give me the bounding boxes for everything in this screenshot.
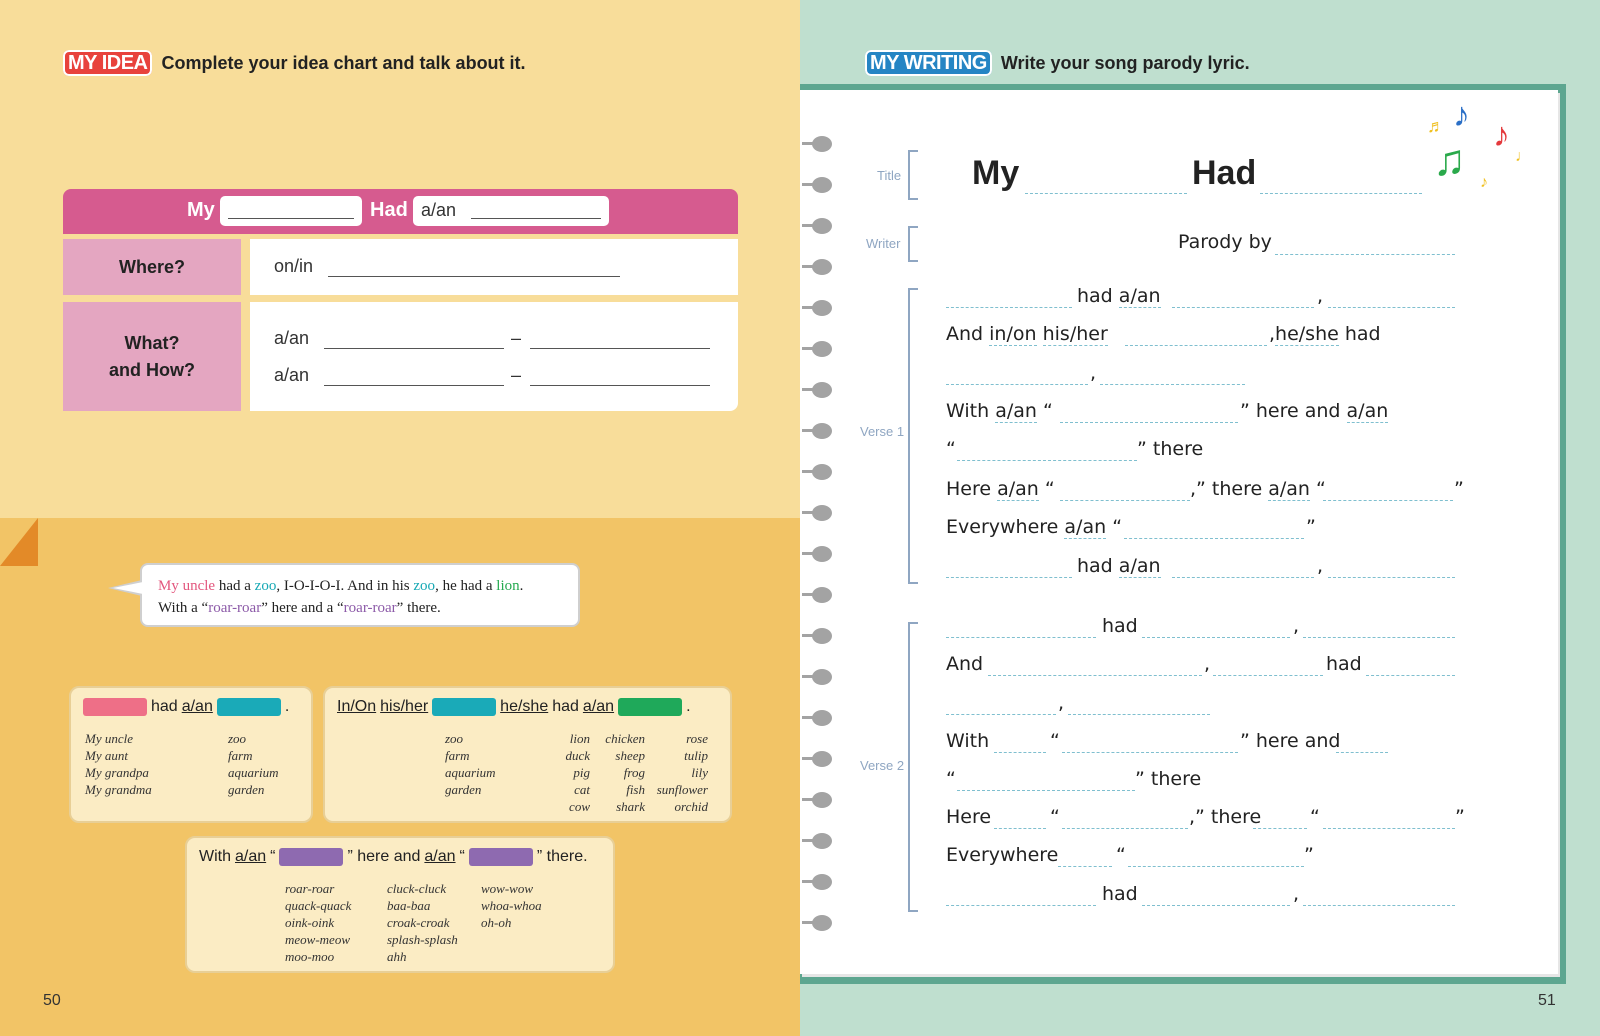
v2-l4-open: “ bbox=[1050, 730, 1060, 752]
word-box-places-things bbox=[323, 686, 732, 823]
word-item: baa-baa bbox=[387, 898, 431, 913]
box1-period: . bbox=[284, 698, 290, 715]
v2-l1-input-3[interactable] bbox=[1303, 637, 1455, 638]
v2-l6-input-4[interactable] bbox=[1323, 828, 1455, 829]
box2-animals-list-2 bbox=[595, 730, 645, 815]
bubble-sound: roar-roar bbox=[343, 600, 397, 616]
chart-my-label: My bbox=[187, 199, 215, 221]
word-item: cat bbox=[574, 782, 590, 797]
v2-l7-input-1[interactable] bbox=[1058, 866, 1112, 867]
v1-l8-had: had a/an bbox=[1077, 555, 1161, 577]
box3-quote-open: “ bbox=[459, 848, 465, 865]
box2-period: . bbox=[686, 698, 691, 715]
bubble-person: My uncle bbox=[158, 578, 216, 594]
v1-l5-there: ” there bbox=[1137, 438, 1204, 460]
v2-l7-every: Everywhere bbox=[946, 844, 1059, 866]
word-item: ahh bbox=[387, 949, 407, 964]
box3-sounds-list-1 bbox=[285, 880, 351, 965]
v2-l1-input-2[interactable] bbox=[1142, 637, 1290, 638]
box1-pattern bbox=[83, 698, 289, 716]
v2-l4-here-and: ” here and bbox=[1240, 730, 1341, 752]
v2-l7-open: “ bbox=[1116, 844, 1126, 866]
v1-l1-input-3[interactable] bbox=[1328, 307, 1455, 308]
page-fold-corner bbox=[0, 518, 38, 566]
word-item: farm bbox=[228, 748, 253, 763]
box3-pattern bbox=[199, 848, 588, 866]
word-item: moo-moo bbox=[285, 949, 335, 964]
box1-places-list bbox=[228, 730, 279, 798]
v2-l8-had: had bbox=[1102, 883, 1138, 905]
v1-l1-input-2[interactable] bbox=[1172, 307, 1314, 308]
bubble-place: zoo bbox=[413, 578, 436, 594]
my-idea-heading bbox=[63, 50, 526, 76]
v1-l6-input-1[interactable] bbox=[1060, 500, 1190, 501]
dash-2: – bbox=[511, 365, 522, 385]
green-chip bbox=[618, 698, 682, 716]
word-item: fish bbox=[626, 782, 645, 797]
what-how-cell bbox=[250, 302, 738, 411]
purple-chip bbox=[469, 848, 533, 866]
v2-l3-input-2[interactable] bbox=[1068, 714, 1210, 715]
v2-l4-with: With bbox=[946, 730, 990, 752]
v2-l5-there: ” there bbox=[1135, 768, 1202, 790]
word-item: aquarium bbox=[445, 765, 496, 780]
v2-l8-input-2[interactable] bbox=[1142, 905, 1290, 906]
word-item: garden bbox=[228, 782, 265, 797]
word-item: sunflower bbox=[656, 782, 708, 797]
chart-had-input[interactable] bbox=[413, 196, 609, 226]
title-bracket bbox=[908, 150, 918, 200]
v2-l8-input-1[interactable] bbox=[946, 905, 1096, 906]
v1-l5-input-1[interactable] bbox=[957, 460, 1137, 461]
my-idea-instruction: Complete your idea chart and talk about it. bbox=[161, 52, 526, 73]
v2-l1-had: had bbox=[1102, 615, 1138, 637]
word-item: sheep bbox=[615, 748, 645, 763]
box3-sounds-list-2 bbox=[387, 880, 458, 965]
bubble-line-1 bbox=[158, 575, 562, 597]
v1-l1-input-1[interactable] bbox=[946, 307, 1072, 308]
v1-l7-close: ” bbox=[1306, 516, 1316, 538]
verse2-bracket bbox=[908, 622, 918, 912]
v1-l6-input-2[interactable] bbox=[1323, 500, 1453, 501]
bubble-text: ” here and a “ bbox=[261, 600, 344, 616]
v1-l6-here: Here a/an “ bbox=[946, 478, 1055, 500]
v1-l6-close: ” bbox=[1454, 478, 1464, 500]
box2-aan: a/an bbox=[582, 698, 615, 715]
example-speech-bubble bbox=[140, 563, 580, 627]
verse1-bracket bbox=[908, 288, 918, 584]
v1-l8-input-3[interactable] bbox=[1328, 577, 1455, 578]
box3-end: ” there. bbox=[536, 848, 588, 865]
word-item: My uncle bbox=[85, 731, 134, 746]
v2-l2-input-1[interactable] bbox=[988, 675, 1202, 676]
v1-l8-comma: , bbox=[1317, 555, 1324, 577]
parody-by-label: Parody by bbox=[1178, 231, 1272, 253]
box2-heshe: he/she bbox=[500, 698, 549, 715]
v1-l3-input-2[interactable] bbox=[1100, 384, 1245, 385]
v1-l8-input-1[interactable] bbox=[946, 577, 1072, 578]
v1-l2-and: And in/on his/her bbox=[946, 323, 1108, 345]
dash-1: – bbox=[511, 328, 522, 348]
v2-l3-comma: , bbox=[1058, 692, 1065, 714]
bubble-place: zoo bbox=[254, 578, 277, 594]
my-writing-heading bbox=[865, 50, 1250, 76]
where-cell bbox=[250, 239, 738, 295]
v2-l5-input-1[interactable] bbox=[957, 790, 1135, 791]
word-item: shark bbox=[616, 799, 645, 814]
title-input-1[interactable] bbox=[1025, 193, 1187, 194]
word-item: duck bbox=[565, 748, 590, 763]
title-input-2[interactable] bbox=[1260, 193, 1422, 194]
word-item: zoo bbox=[445, 731, 464, 746]
word-item: rose bbox=[686, 731, 708, 746]
box2-animals-list-1 bbox=[555, 730, 590, 815]
v1-l4-here: ” here and a/an bbox=[1240, 400, 1389, 422]
bubble-animal: lion bbox=[496, 578, 520, 594]
page-number-right: 51 bbox=[1538, 992, 1556, 1009]
v2-l7-close: ” bbox=[1304, 844, 1314, 866]
v1-l2-input-1[interactable] bbox=[1125, 345, 1267, 346]
v2-l6-there: ,” there bbox=[1189, 806, 1262, 828]
my-writing-badge: MY WRITING bbox=[865, 50, 992, 76]
what-input-1[interactable] bbox=[324, 348, 504, 349]
v2-l5-open: “ bbox=[946, 768, 956, 790]
box3-quote-open: “ bbox=[270, 848, 276, 865]
v2-l6-input-3[interactable] bbox=[1253, 828, 1307, 829]
v1-l1-comma: , bbox=[1317, 285, 1324, 307]
word-box-sounds bbox=[185, 836, 615, 973]
verse1-label: Verse 1 bbox=[860, 424, 905, 439]
chart-my-input[interactable] bbox=[220, 196, 362, 226]
pink-chip bbox=[83, 698, 147, 716]
spiral-binding bbox=[812, 136, 842, 936]
where-input[interactable] bbox=[328, 276, 620, 277]
word-item: lion bbox=[569, 731, 590, 746]
how-input-1[interactable] bbox=[530, 348, 710, 349]
chart-had-label: Had bbox=[370, 199, 408, 221]
box2-hisher: his/her bbox=[380, 698, 429, 715]
what-prefix-2: a/an bbox=[274, 365, 310, 385]
v1-l2-heshe: ,he/she had bbox=[1269, 323, 1381, 345]
word-item: wow-wow bbox=[481, 881, 534, 896]
word-item: croak-croak bbox=[387, 915, 450, 930]
box3-with: With bbox=[199, 848, 231, 865]
bubble-text: , I-O-I-O-I. And in his bbox=[276, 578, 414, 594]
v1-l8-input-2[interactable] bbox=[1172, 577, 1314, 578]
box2-flowers-list bbox=[650, 730, 708, 815]
v2-l6-close: ” bbox=[1455, 806, 1465, 828]
title-label: Title bbox=[877, 168, 902, 183]
box3-mid: ” here and bbox=[347, 848, 421, 865]
bubble-text: had a bbox=[215, 578, 255, 594]
word-item: zoo bbox=[228, 731, 247, 746]
v1-l4-input-1[interactable] bbox=[1060, 422, 1238, 423]
word-box-people-places bbox=[69, 686, 313, 823]
v1-l6-there: ,” there a/an “ bbox=[1190, 478, 1326, 500]
my-writing-instruction: Write your song parody lyric. bbox=[1000, 52, 1250, 73]
bubble-text: ” there. bbox=[396, 600, 441, 616]
bubble-text: , he had a bbox=[435, 578, 497, 594]
v2-l2-input-3[interactable] bbox=[1366, 675, 1455, 676]
word-item: My grandpa bbox=[85, 765, 149, 780]
teal-chip bbox=[432, 698, 496, 716]
v2-l8-comma: , bbox=[1293, 883, 1300, 905]
word-item: tulip bbox=[684, 748, 708, 763]
v1-l7-input-1[interactable] bbox=[1124, 538, 1304, 539]
v2-l4-input-3[interactable] bbox=[1336, 752, 1388, 753]
v2-l2-input-2[interactable] bbox=[1213, 675, 1323, 676]
box1-aan: a/an bbox=[181, 698, 213, 715]
writer-label: Writer bbox=[866, 236, 901, 251]
word-item: oink-oink bbox=[285, 915, 335, 930]
word-item: cluck-cluck bbox=[387, 881, 447, 896]
v1-l3-input-1[interactable] bbox=[946, 384, 1088, 385]
v2-l1-input-1[interactable] bbox=[946, 637, 1096, 638]
word-item: lily bbox=[691, 765, 708, 780]
where-label: Where? bbox=[63, 239, 241, 295]
writer-input[interactable] bbox=[1275, 254, 1455, 255]
word-item: orchid bbox=[674, 799, 708, 814]
word-item: cow bbox=[569, 799, 590, 814]
title-had: Had bbox=[1192, 154, 1257, 192]
word-item: My aunt bbox=[85, 748, 128, 763]
what-input-2[interactable] bbox=[324, 385, 504, 386]
box2-had: had bbox=[552, 698, 579, 715]
word-item: splash-splash bbox=[387, 932, 458, 947]
bubble-text: With a “ bbox=[158, 600, 209, 616]
word-item: frog bbox=[623, 765, 645, 780]
what-how-label bbox=[63, 302, 241, 411]
bubble-tail-inner bbox=[113, 582, 143, 594]
box1-had: had bbox=[151, 698, 178, 715]
word-item: aquarium bbox=[228, 765, 279, 780]
box3-sounds-list-3 bbox=[481, 880, 542, 931]
bubble-sound: roar-roar bbox=[208, 600, 262, 616]
word-item: whoa-whoa bbox=[481, 898, 542, 913]
box2-places-list bbox=[445, 730, 496, 798]
bubble-line-2 bbox=[158, 597, 562, 619]
box1-people-list bbox=[85, 730, 152, 798]
verse2-label: Verse 2 bbox=[860, 758, 905, 773]
v2-l6-here: Here bbox=[946, 806, 992, 828]
where-prefix: on/in bbox=[274, 256, 314, 276]
word-item: roar-roar bbox=[285, 881, 335, 896]
word-item: farm bbox=[445, 748, 470, 763]
v1-l1-had: had a/an bbox=[1077, 285, 1161, 307]
chart-aan-text: a/an bbox=[421, 200, 457, 220]
teal-chip bbox=[217, 698, 281, 716]
purple-chip bbox=[279, 848, 343, 866]
page-number-left: 50 bbox=[43, 992, 61, 1009]
word-item: meow-meow bbox=[285, 932, 350, 947]
v2-l2-and: And bbox=[946, 653, 984, 675]
word-item: quack-quack bbox=[285, 898, 352, 913]
how-input-2[interactable] bbox=[530, 385, 710, 386]
box3-aan1: a/an bbox=[235, 848, 267, 865]
bubble-text: . bbox=[519, 578, 524, 594]
my-idea-badge: MY IDEA bbox=[63, 50, 152, 76]
what-label-line1: What? bbox=[124, 332, 180, 353]
title-my: My bbox=[972, 154, 1020, 192]
word-item: oh-oh bbox=[481, 915, 512, 930]
v1-l7-every: Everywhere a/an “ bbox=[946, 516, 1123, 538]
music-notes-icon: ♪ ♪ ♫ ♬ ♩ ♪ bbox=[1427, 96, 1531, 191]
v2-l6-input-1[interactable] bbox=[994, 828, 1046, 829]
writer-bracket bbox=[908, 226, 918, 262]
word-item: My grandma bbox=[85, 782, 152, 797]
v2-l6-open: “ bbox=[1050, 806, 1060, 828]
v2-l6-input-2[interactable] bbox=[1062, 828, 1188, 829]
v1-l4-with: With a/an “ bbox=[946, 400, 1053, 422]
v2-l2-had: had bbox=[1326, 653, 1362, 675]
what-prefix-1: a/an bbox=[274, 328, 310, 348]
word-item: pig bbox=[573, 765, 590, 780]
what-label-line2: and How? bbox=[109, 359, 195, 380]
box2-pattern bbox=[337, 698, 691, 716]
v2-l8-input-3[interactable] bbox=[1303, 905, 1455, 906]
box2-inon: In/On bbox=[337, 698, 377, 715]
v2-l1-comma: , bbox=[1293, 615, 1300, 637]
v1-l5-open: “ bbox=[946, 438, 956, 460]
v2-l3-input-1[interactable] bbox=[946, 714, 1056, 715]
box3-aan2: a/an bbox=[424, 848, 456, 865]
word-item: garden bbox=[445, 782, 482, 797]
v2-l4-input-1[interactable] bbox=[994, 752, 1046, 753]
chart-header bbox=[63, 189, 738, 234]
v2-l2-comma: , bbox=[1204, 653, 1211, 675]
v2-l7-input-2[interactable] bbox=[1128, 866, 1304, 867]
v1-l3-comma: , bbox=[1090, 362, 1097, 384]
v2-l4-input-2[interactable] bbox=[1062, 752, 1238, 753]
word-item: chicken bbox=[605, 731, 645, 746]
v2-l6-open-2: “ bbox=[1310, 806, 1320, 828]
idea-chart bbox=[63, 189, 738, 411]
